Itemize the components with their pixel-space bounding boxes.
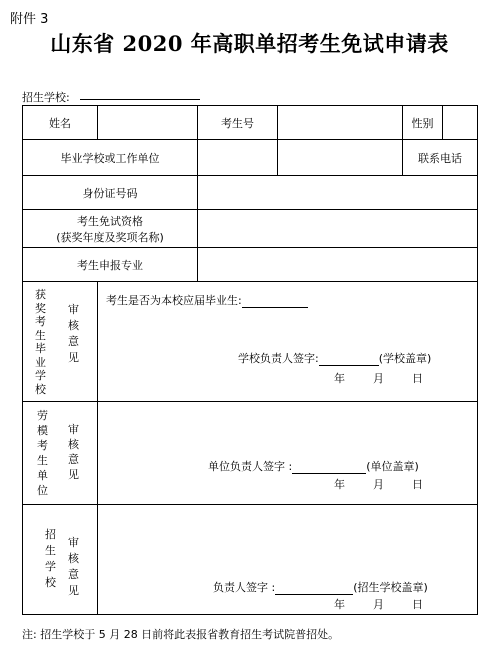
sec3-col1: 招 生 学 校 bbox=[45, 528, 56, 589]
id-label: 身份证号码 bbox=[23, 176, 198, 210]
sec3-sign-label: 负责人签字 : bbox=[213, 581, 276, 594]
sec1-seal: (学校盖章) bbox=[378, 352, 432, 365]
qualification-label bbox=[23, 210, 198, 248]
sec2-col2: 审 核 意 见 bbox=[68, 423, 79, 481]
name-field[interactable] bbox=[98, 106, 198, 140]
page-title: 山东省 2020 年高职单招考生免试申请表 bbox=[50, 31, 449, 56]
sec1-question: 考生是否为本校应届毕业生: bbox=[106, 294, 242, 307]
school-field[interactable] bbox=[80, 99, 200, 100]
application-form bbox=[22, 105, 478, 615]
sec1-col2: 审 核 意 见 bbox=[68, 303, 79, 364]
qualification-label-line2: (获奖年度及奖项名称) bbox=[56, 230, 164, 244]
sec1-sign-field[interactable] bbox=[319, 353, 379, 366]
sec3-label bbox=[23, 505, 98, 615]
sec3-col2: 审 核 意 见 bbox=[68, 536, 79, 597]
school-label: 招生学校: bbox=[22, 91, 70, 104]
sec3-seal: (招生学校盖章) bbox=[353, 581, 428, 594]
footnote: 注: 招生学校于 5 月 28 日前将此表报省教育招生考试院普招处。 bbox=[22, 628, 340, 641]
sec1-content[interactable] bbox=[98, 282, 478, 402]
sec3-content[interactable] bbox=[98, 505, 478, 615]
sec1-answer-field[interactable] bbox=[242, 295, 308, 308]
sec1-col1: 获 奖 考 生 毕 业 学 校 bbox=[35, 288, 46, 396]
sec1-date: 年 月 日 bbox=[334, 372, 423, 385]
sec3-date: 年 月 日 bbox=[334, 598, 423, 611]
exam-no-field[interactable] bbox=[278, 106, 403, 140]
sec2-date: 年 月 日 bbox=[334, 478, 423, 491]
sec2-col1: 劳 模 考 生 单 位 bbox=[37, 409, 48, 497]
qualification-label-line1: 考生免试资格 bbox=[77, 214, 143, 228]
sec2-sign-label: 单位负责人签字 : bbox=[208, 460, 293, 473]
sec2-seal: (单位盖章) bbox=[366, 460, 419, 473]
attachment-label: 附件 3 bbox=[10, 12, 49, 27]
phone-label: 联系电话 bbox=[403, 140, 478, 176]
sec3-sign-field[interactable] bbox=[275, 582, 353, 595]
major-field[interactable] bbox=[198, 248, 478, 282]
major-label: 考生申报专业 bbox=[23, 248, 198, 282]
exam-no-label: 考生号 bbox=[198, 106, 278, 140]
gender-label: 性别 bbox=[403, 106, 443, 140]
gender-field[interactable] bbox=[443, 106, 478, 140]
school-or-work-label: 毕业学校或工作单位 bbox=[23, 140, 198, 176]
school-or-work-field-2[interactable] bbox=[278, 140, 403, 176]
sec1-sign-label: 学校负责人签字: bbox=[238, 352, 319, 365]
sec1-label bbox=[23, 282, 98, 402]
id-field[interactable] bbox=[198, 176, 478, 210]
name-label: 姓名 bbox=[23, 106, 98, 140]
sec2-content[interactable] bbox=[98, 402, 478, 505]
sec2-sign-field[interactable] bbox=[292, 461, 366, 474]
qualification-field[interactable] bbox=[198, 210, 478, 248]
school-or-work-field[interactable] bbox=[198, 140, 278, 176]
sec2-label bbox=[23, 402, 98, 505]
